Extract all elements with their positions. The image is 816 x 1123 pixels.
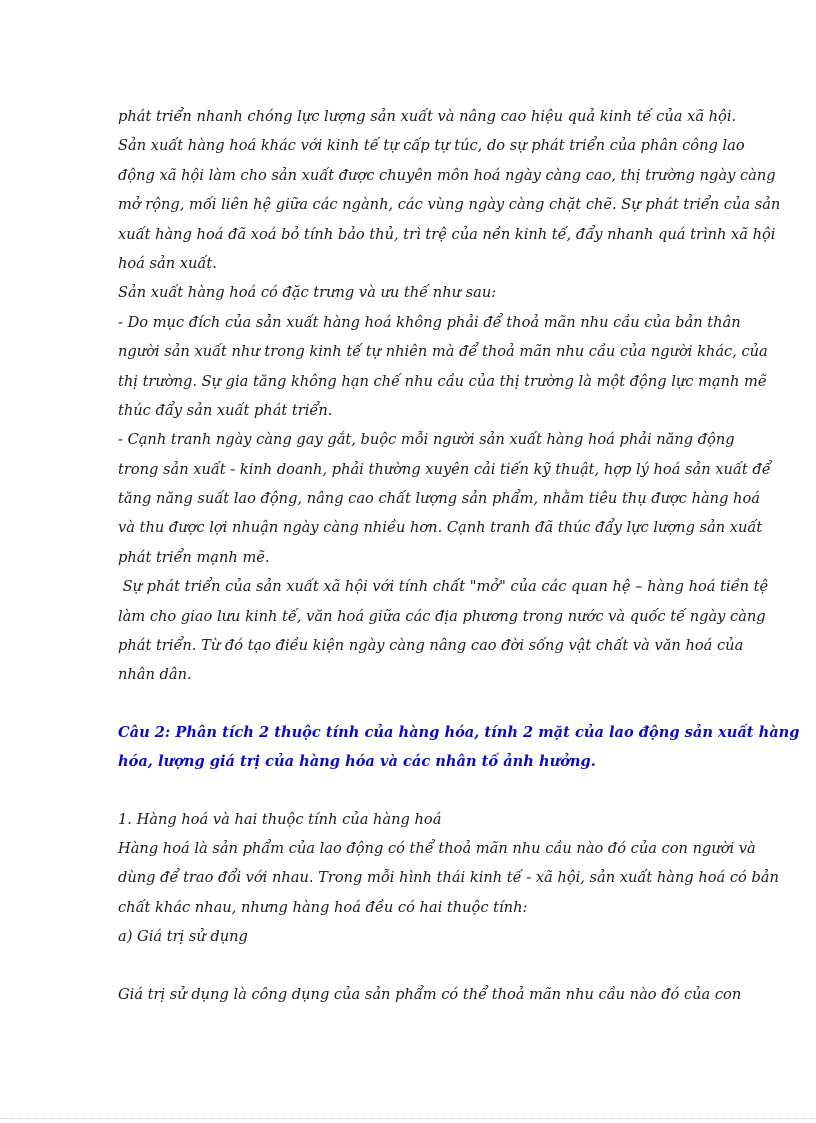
text-line: dùng để trao đổi với nhau. Trong mỗi hình thái kinh tế - xã hội, sản xuất hàng hoá có bản: [118, 869, 779, 887]
document-body: [118, 102, 800, 1009]
text-line: thúc đẩy sản xuất phát triển.: [118, 401, 333, 419]
text-line: tăng năng suất lao động, nâng cao chất lượng sản phẩm, nhằm tiêu thụ được hàng hoá: [118, 490, 760, 508]
text-line: động xã hội làm cho sản xuất được chuyên môn hoá ngày càng cao, thị trường ngày càng: [118, 166, 776, 184]
spacer: [118, 777, 706, 805]
section-title: 1. Hàng hoá và hai thuộc tính của hàng hoá: [118, 810, 442, 828]
text-line: Sản xuất hàng hoá có đặc trưng và ưu thế như sau:: [118, 284, 497, 302]
text-line: chất khác nhau, nhưng hàng hoá đều có hai thuộc tính:: [118, 898, 528, 916]
text-line: Sản xuất hàng hoá khác với kinh tế tự cấp tự túc, do sự phát triển của phân công lao: [118, 137, 745, 155]
heading-line: hóa, lượng giá trị của hàng hóa và các nhân tố ảnh hưởng.: [118, 753, 596, 771]
subsection-title: a) Giá trị sử dụng: [118, 928, 248, 946]
text-line: mở rộng, mối liên hệ giữa các ngành, các vùng ngày càng chặt chẽ. Sự phát triển của sản: [118, 196, 781, 214]
question-heading: [118, 718, 800, 777]
paragraph-block-2: [118, 805, 779, 952]
spacer: [118, 952, 706, 980]
text-line: Giá trị sử dụng là công dụng của sản phẩm có thể thoả mãn nhu cầu nào đó của con: [118, 985, 742, 1003]
heading-line: Câu 2: Phân tích 2 thuộc tính của hàng hóa, tính 2 mặt của lao động sản xuất hàng: [118, 723, 800, 741]
text-line: trong sản xuất - kinh doanh, phải thường xuyên cải tiến kỹ thuật, hợp lý hoá sản xuất để: [118, 460, 771, 478]
text-line: phát triển mạnh mẽ.: [118, 548, 270, 566]
text-line: và thu được lợi nhuận ngày càng nhiều hơn. Cạnh tranh đã thúc đẩy lực lượng sản xuất: [118, 519, 763, 537]
text-line: nhân dân.: [118, 666, 192, 684]
text-line: - Do mục đích của sản xuất hàng hoá không phải để thoả mãn nhu cầu của bản thân: [118, 313, 741, 331]
paragraph-block-3: [118, 980, 742, 1009]
text-line: Hàng hoá là sản phẩm của lao động có thể thoả mãn nhu cầu nào đó của con người và: [118, 839, 756, 857]
text-line: hoá sản xuất.: [118, 254, 217, 272]
text-line: phát triển. Từ đó tạo điều kiện ngày càng nâng cao đời sống vật chất và văn hoá của: [118, 637, 744, 655]
text-line: phát triển nhanh chóng lực lượng sản xuất và nâng cao hiệu quả kinh tế của xã hội.: [118, 108, 737, 125]
text-line: người sản xuất như trong kinh tế tự nhiên mà để thoả mãn nhu cầu của người khác, của: [118, 343, 768, 361]
paragraph-block-1: [118, 102, 781, 690]
spacer: [118, 690, 706, 718]
page-bottom-border: [0, 1118, 816, 1119]
text-line: - Cạnh tranh ngày càng gay gắt, buộc mỗi người sản xuất hàng hoá phải năng động: [118, 431, 735, 449]
text-line: xuất hàng hoá đã xoá bỏ tính bảo thủ, trì trệ của nền kinh tế, đẩy nhanh quá trình xã hội: [118, 225, 776, 243]
text-line: thị trường. Sự gia tăng không hạn chế nhu cầu của thị trường là một động lực mạnh mẽ: [118, 372, 767, 390]
text-line: Sự phát triển của sản xuất xã hội với tính chất "mở" của các quan hệ – hàng hoá tiền tệ: [118, 578, 769, 596]
text-line: làm cho giao lưu kinh tế, văn hoá giữa các địa phương trong nước và quốc tế ngày càng: [118, 607, 766, 625]
